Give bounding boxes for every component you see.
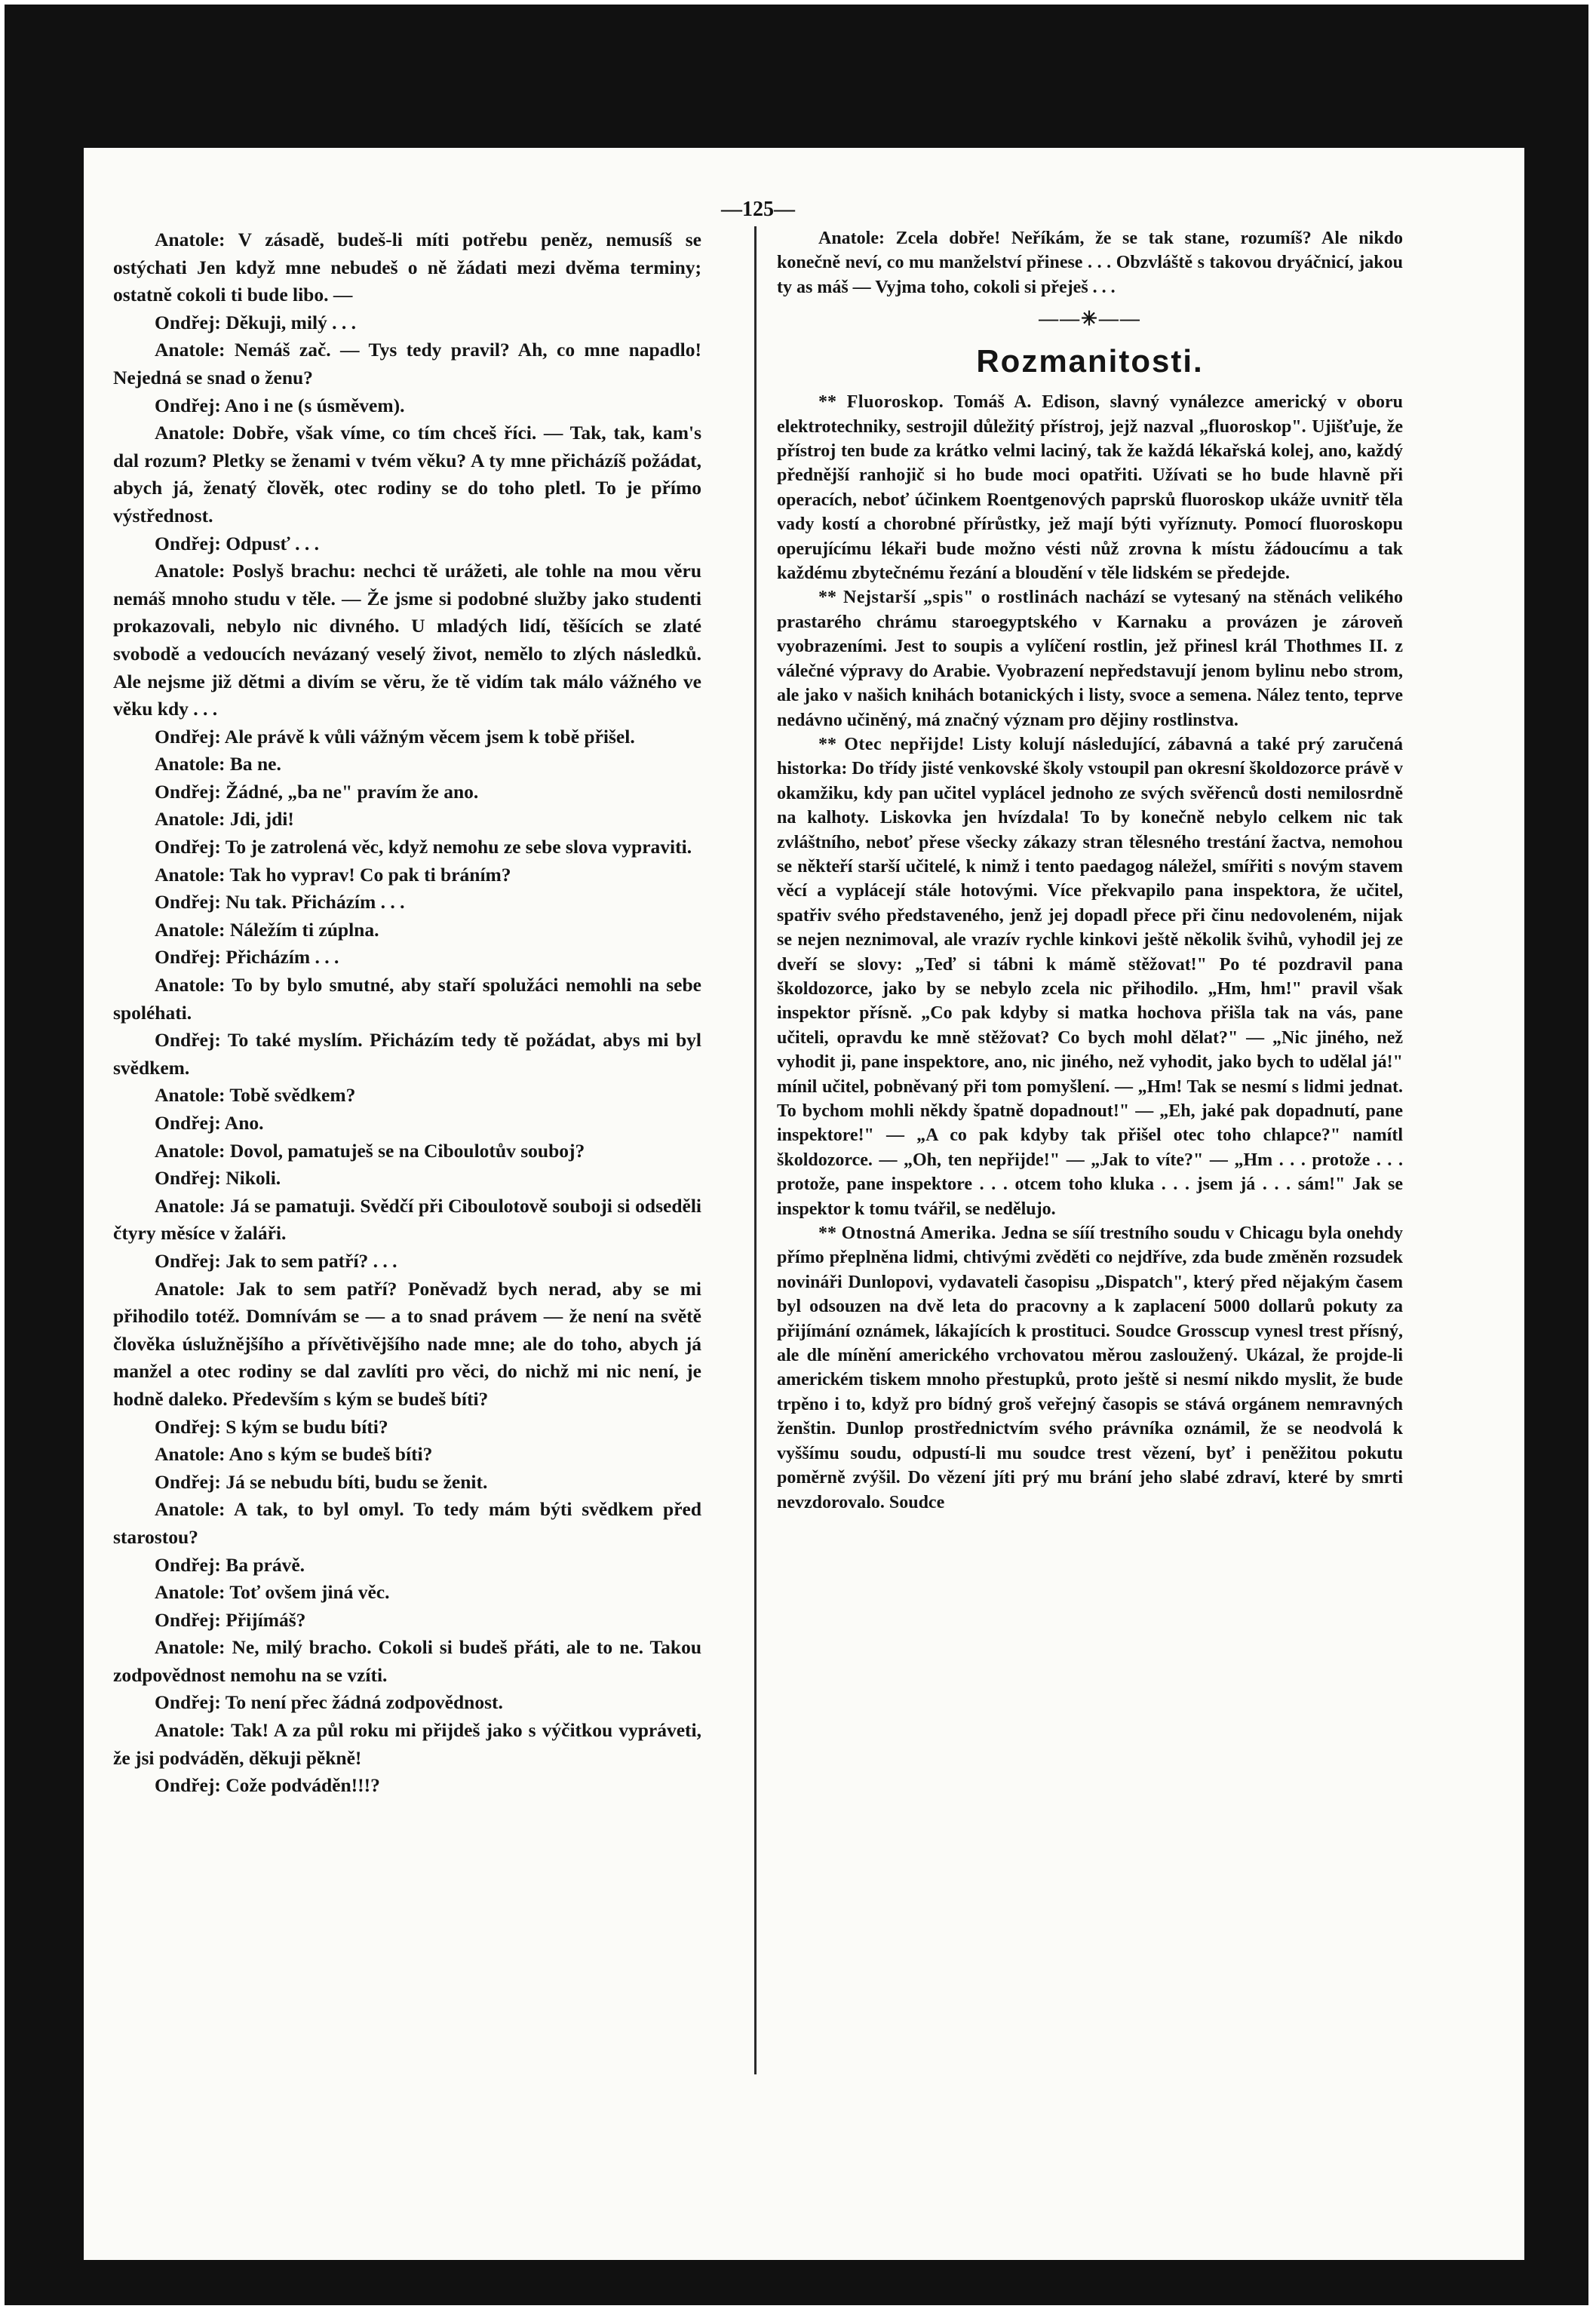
dialogue-line: [113, 1193, 701, 1248]
article-text: Jedna se sííí trestního soudu v Chicagu byla onehdy přímo přeplněna lidmi, chtivými zvěděti co nejdříve, zda bude změněn rozsudek novináři Dunlopovi, vydavateli časopisu „Dispatch", který před nějakým časem byl odsouzen na dvě leta do pracovny a k zaplacení 5000 dollarů pokuty za přijímání oznámek, lákajících k prostituci. Soudce Grosscup vynesl trest přísný, ale dle mínění amerického vrchovatou měrou zasloužený. Ukázal, že projde-li americkém tiskem mnoho přestupků, proto ještě si nesmí nikdo myslit, že bude trpěno i to, když pro bídný groš veřejný časopis se stává orgánem nemravných ženštin. Dunlop prostřednictvím svého právníka oznámil, že se neodvolá k vyššímu soudu, odpustí-li mu soudce trest vězení, byť i peněžitou pokutu poměrně zvýšil. Do vězení jíti prý mu brání jeho slabé zdraví, které by smrti nevzdorovalo. Soudce: [777, 1224, 1404, 1512]
dialogue-line: [113, 751, 701, 778]
speaker-name: Anatole:: [155, 1084, 226, 1107]
dialogue-text: Ano s kým se budeš bíti?: [229, 1443, 433, 1466]
separator-ornament: ——✳——: [1039, 308, 1141, 330]
speaker-name: Ondřej:: [155, 1774, 221, 1797]
dialogue-text: Žádné, „ba ne" pravím že ano.: [226, 780, 479, 803]
speaker-name: Ondřej:: [155, 946, 221, 969]
dialogue-line: [113, 1496, 701, 1551]
speaker-name: Ondřej:: [155, 725, 221, 748]
right-column: [777, 226, 1403, 1515]
dialogue-line: [777, 226, 1403, 299]
dialogue-text: Ba právě.: [226, 1553, 305, 1576]
speaker-name: Ondřej:: [155, 1249, 221, 1272]
speaker-name: Anatole:: [155, 1581, 226, 1604]
speaker-name: Ondřej:: [155, 1608, 221, 1631]
speaker-name: Ondřej:: [155, 394, 221, 416]
dialogue-line: [113, 1634, 701, 1689]
speaker-name: Anatole:: [155, 753, 226, 775]
speaker-name: Anatole:: [155, 229, 226, 250]
article: [777, 732, 1403, 1221]
article-marker: **: [818, 392, 847, 413]
dialogue-text: Ale právě k vůli vážným věcem jsem k tobě přišel.: [224, 725, 635, 748]
dialogue-text: Přijímáš?: [226, 1608, 306, 1631]
dialogue-line: [113, 419, 701, 530]
speaker-name: Anatole:: [155, 1194, 226, 1217]
speaker-name: Anatole:: [155, 808, 226, 831]
dialogue-text: Tobě svědkem?: [229, 1084, 356, 1107]
dialogue-line: [113, 1552, 701, 1580]
dialogue-text: Poslyš brachu: nechci tě urážeti, ale tohle na mou věru nemáš mnoho studu v těle. — Že jsme si podobné služby jako studenti prokazovali, nebylo nic divného. U mladých lidí, těšících se zlaté svobodě a vedoucích nevázaný veselý život, nemělo to zlých následků. Ale nejsme již dětmi a divím se věru, že tě vidím tak málo vážného ve věku kdy . . .: [113, 560, 702, 720]
article-marker: **: [818, 734, 845, 754]
dialogue-line: [113, 723, 701, 751]
article: [777, 390, 1403, 585]
article: [777, 585, 1403, 732]
speaker-name: Ondřej:: [155, 1029, 221, 1052]
article-marker: **: [818, 588, 844, 608]
speaker-name: Ondřej:: [155, 1112, 221, 1134]
dialogue-line: [113, 889, 701, 917]
speaker-name: Ondřej:: [155, 1415, 221, 1438]
article-text: nachází se vytesaný na stěnách velikého prastarého chrámu staroegyptského v Karnaku a provázen je zároveň vyobrazeními. Jest to soupis a vylíčení rostlin, jež přinesl král Thothmes II. z válečné výpravy do Arabie. Vyobrazení nepředstavují jenom bylinu nebo strom, ale jako v našich knihách botanických i listy, svoce a semena. Nález tento, teprve nedávno učiněný, má značný význam pro dějiny rostlinstva.: [777, 588, 1404, 730]
dialogue-line: [113, 1165, 701, 1193]
dialogue-line: [113, 392, 701, 420]
dialogue-text: Toť ovšem jiná věc.: [229, 1581, 390, 1604]
dialogue-text: To by bylo smutné, aby staří spolužáci nemohli na sebe spoléhati.: [113, 974, 701, 1024]
dialogue-text: Jak to sem patří? Poněvadž bych nerad, aby se mi přihodilo totéž. Domnívám se — a to snad právem — že není na světě člověka úslužnějšího a přívětivějšího nade mne; ale do toho, abych já manžel a otec rodiny se dal zavlíti pro věci, do nichž mi nic není, je hodně daleko. Především s kým se budeš bíti?: [113, 1277, 702, 1410]
article: [777, 1221, 1403, 1515]
dialogue-line: [113, 1082, 701, 1110]
right-dialogue: [777, 226, 1403, 299]
left-column: [113, 226, 701, 1800]
dialogue-text: V zásadě, budeš-li míti potřebu peněz, nemusíš se ostýchati Jen když mne nebudeš o ně žádati mezi dvěma terminy; ostatně cokoli ti bude libo. —: [113, 229, 702, 306]
dialogue-line: [113, 1469, 701, 1497]
dialogue-line: [113, 1414, 701, 1442]
speaker-name: Ondřej:: [155, 891, 221, 913]
speaker-name: Ondřej:: [155, 836, 221, 858]
column-rule: [754, 226, 757, 2074]
dialogue-line: [113, 1276, 701, 1414]
dialogue-text: Já se pamatuji. Svědčí při Ciboulotově souboji si odseděli čtyry měsíce v žaláři.: [113, 1194, 702, 1245]
dialogue-text: Tak! A za půl roku mi přijdeš jako s výčitkou vypráveti, že jsi podváděn, děkuji pěkně!: [113, 1719, 701, 1769]
page-number: —125—: [721, 198, 795, 221]
speaker-name: Anatole:: [818, 229, 885, 248]
article-title: Otec nepřijde!: [844, 734, 965, 754]
speaker-name: Ondřej:: [155, 532, 221, 554]
dialogue-line: [113, 944, 701, 972]
speaker-name: Ondřej:: [155, 780, 221, 803]
article-title: Nejstarší „spis" o rostlinách: [843, 588, 1079, 608]
speaker-name: Ondřej:: [155, 1553, 221, 1576]
dialogue-line: [113, 1027, 701, 1082]
dialogue-line: [113, 1441, 701, 1469]
dialogue-text: Ne, milý bracho. Cokoli si budeš přáti, ale to ne. Takou zodpovědnost nemohu na se vzíti.: [113, 1636, 702, 1686]
dialogue-text: Ano i ne (s úsměvem).: [224, 394, 405, 416]
dialogue-line: [113, 557, 701, 723]
dialogue-text: Jdi, jdi!: [229, 808, 294, 831]
dialogue-text: Nu tak. Přicházím . . .: [226, 891, 405, 913]
dialogue-line: [113, 530, 701, 558]
dialogue-text: A tak, to byl omyl. To tedy mám býti svědkem před starostou?: [113, 1498, 702, 1548]
dialogue-text: To také myslím. Přicházím tedy tě požádat, abys mi byl svědkem.: [113, 1029, 701, 1079]
dialogue-line: [113, 1607, 701, 1635]
dialogue-text: Nikoli.: [226, 1167, 281, 1190]
dialogue-line: [113, 1717, 701, 1772]
dialogue-line: [113, 1110, 701, 1138]
dialogue-text: Ba ne.: [229, 753, 281, 775]
dialogue-line: [113, 336, 701, 391]
dialogue-text: To je zatrolená věc, když nemohu ze sebe slova vypraviti.: [225, 836, 692, 858]
speaker-name: Ondřej:: [155, 1470, 221, 1493]
speaker-name: Anatole:: [155, 339, 226, 361]
dialogue-line: [113, 1689, 701, 1717]
dialogue-text: Náležím ti zúplna.: [229, 918, 379, 941]
dialogue-text: Zcela dobře! Neříkám, že se tak stane, rozumíš? Ale nikdo konečně neví, co mu manželství přinese . . . Obzvláště s takovou dryáčnicí, jakou ty as máš — Vyjma toho, cokoli si přeješ . . .: [777, 229, 1404, 297]
dialogue-line: [113, 861, 701, 889]
dialogue-text: To není přec žádná zodpovědnost.: [225, 1691, 503, 1714]
speaker-name: Anatole:: [155, 560, 226, 582]
dialogue-text: Dovol, pamatuješ se na Ciboulotův souboj?: [229, 1139, 585, 1162]
dialogue-line: [113, 806, 701, 834]
article-marker: **: [818, 1224, 842, 1244]
dialogue-text: Přicházím . . .: [226, 946, 339, 969]
section-heading: Rozmanitosti.: [976, 343, 1204, 379]
dialogue-line: [113, 778, 701, 806]
article-text: Tomáš A. Edison, slavný vynálezce americký v oboru elektrotechniky, sestrojil důležitý přístroj, jejž nazval „fluoroskop". Ujišťuje, že přístroj ten bude za krátko velmi laciný, tak že každá lékařská kolej, ano, každý přednější ranhojič si ho bude moci opatřiti. Užívati se ho bude hlavně při operacích, neboť účinkem Roentgenových paprsků fluoroskop ukáže uvnitř těla vady kostí a chorobné přírůstky, jež mají býti vyříznuty. Pomocí fluoroskopu operujícímu lékaři bude možno vésti nůž zrovna k místu žádoucímu a tak každému zbytečnému řezání a bloudění v těle lidském se předejde.: [777, 392, 1403, 584]
dialogue-text: Cože podváděn!!!?: [226, 1774, 380, 1797]
dialogue-text: Děkuji, milý . . .: [226, 311, 357, 333]
dialogue-line: [113, 972, 701, 1027]
speaker-name: Anatole:: [155, 422, 226, 444]
dialogue-text: Dobře, však víme, co tím chceš říci. — Tak, tak, kam's dal rozum? Pletky se ženami v tvém věku? A ty mne přicházíš požádat, abych já, ženatý člověk, otec rodiny se do toho pletl. To je přímo výstřednost.: [113, 422, 702, 527]
speaker-name: Ondřej:: [155, 311, 221, 333]
speaker-name: Anatole:: [155, 974, 226, 996]
speaker-name: Anatole:: [155, 918, 226, 941]
dialogue-line: [113, 226, 701, 309]
dialogue-line: [113, 1248, 701, 1276]
speaker-name: Anatole:: [155, 1139, 226, 1162]
speaker-name: Ondřej:: [155, 1167, 221, 1190]
article-title: Fluoroskop.: [846, 392, 944, 413]
article-title: Otnostná Amerika.: [841, 1224, 996, 1244]
dialogue-line: [113, 1138, 701, 1165]
dialogue-text: Ano.: [224, 1112, 264, 1134]
dialogue-line: [113, 834, 701, 861]
article-text: Listy kolují následující, zábavná a také prý zaručená historka: Do třídy jisté venkovské školy vstoupil pan okresní školdozorce právě v okamžiku, kdy pan učitel vyplácel jednoho ze svých svěřenců dosti nemilosrdně na kalhoty. Liskovka jen hvízdala! To by konečně nebylo celkem nic tak zvláštního, neboť přese všecky zákazy stran tělesného trestání žactva, nemohou se někteří starší učitelé, k nimž i tento paedagog náležel, smířiti s novým stavem věcí a vyplácejí stále hotovými. Více překvapilo pana inspektora, že učitel, spatřiv svého představeného, jenž jej dopadl přece při činu nedovoleném, nijak se nejen neznimoval, ale vrazív rychle kinkovi ještě několik švihů, vyhodil jej ze dveří se slovy: „Teď si tábni k mámě stěžovat!" Po té pozdravil pana školdozorce, jako by se nebylo zcela nic přihodilo. „Hm, hm!" pravil však inspektor přísně. „Co pak kdyby si matka hochova přišla tak na vás, pane učiteli, opravdu ke mně stěžovat? Co bych mohl dělat?" — „Nic jiného, než vyhodit ji, pane inspektore, ano, nic jiného, než vyhodit, jako bych to udělal já!" mínil učitel, pobněvaný při tom pomyšlení. — „Hm! Tak se nesmí s lidmi jednat. To bychom mohli někdy špatně dopadnout!" — „Eh, jaké pak dopadnutí, pane inspektore!" — „A co pak kdyby tak přišel otec toho chlapce?" namítl školdozorce. — „Oh, ten nepřijde!" — „Jak to víte?" — „Hm . . . protože . . . protože, pane inspektore . . . otcem toho kluka . . . jsem já . . . sám!" Jak se inspektor k tomu tvářil, se nedělujo.: [777, 734, 1404, 1219]
speaker-name: Anatole:: [155, 863, 226, 886]
dialogue-line: [113, 309, 701, 337]
speaker-name: Anatole:: [155, 1498, 226, 1521]
dialogue-line: [113, 917, 701, 944]
dialogue-text: Nemáš zač. — Tys tedy pravil? Ah, co mne napadlo! Nejedná se snad o ženu?: [113, 339, 701, 388]
dialogue-line: [113, 1579, 701, 1607]
speaker-name: Anatole:: [155, 1443, 226, 1466]
dialogue-text: S kým se budu bíti?: [226, 1415, 388, 1438]
dialogue-text: Odpusť . . .: [226, 532, 320, 554]
speaker-name: Anatole:: [155, 1277, 226, 1300]
dialogue-text: Já se nebudu bíti, budu se ženit.: [226, 1470, 488, 1493]
dialogue-text: Tak ho vyprav! Co pak ti bráním?: [229, 863, 511, 886]
dialogue-text: Jak to sem patří? . . .: [226, 1249, 397, 1272]
dialogue-line: [113, 1772, 701, 1800]
speaker-name: Anatole:: [155, 1719, 226, 1742]
articles: [777, 390, 1403, 1515]
speaker-name: Ondřej:: [155, 1691, 221, 1714]
speaker-name: Anatole:: [155, 1636, 226, 1659]
